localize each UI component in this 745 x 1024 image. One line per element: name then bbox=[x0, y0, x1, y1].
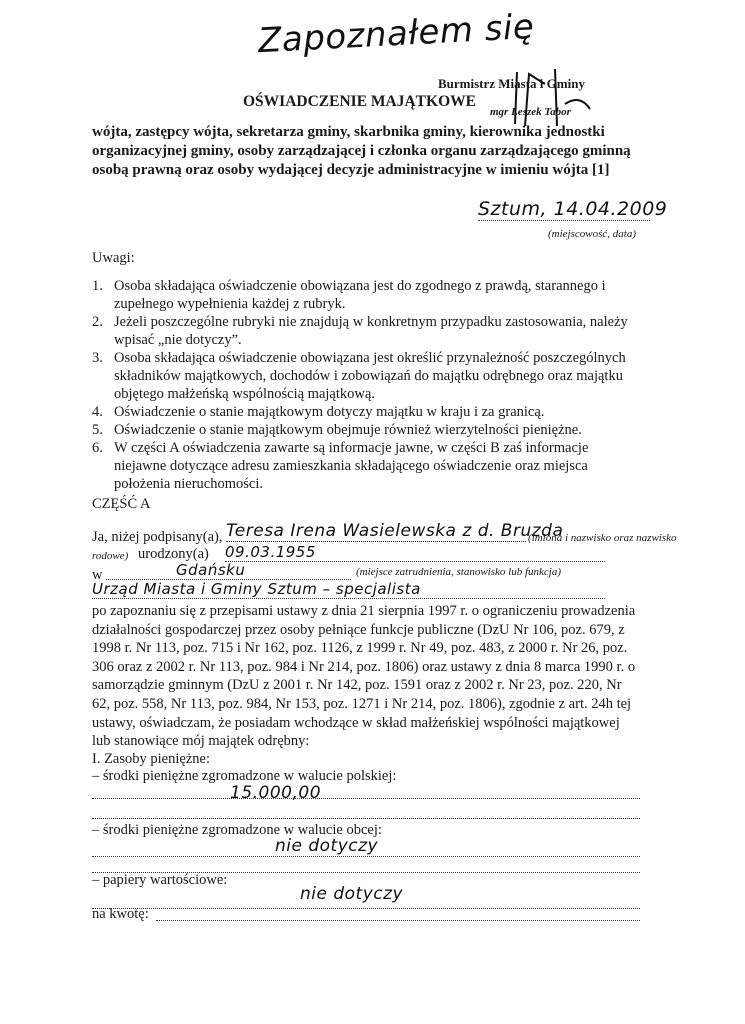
remark-text: W części A oświadczenia zawarte są informacje jawne, w części B zaś informacje bbox=[114, 440, 589, 456]
declarant-name-field: Teresa Irena Wasielewska z d. Bruzda bbox=[226, 521, 564, 541]
declarant-name-hint: (imiona i nazwisko oraz nazwisko bbox=[528, 532, 677, 544]
remark-text: wpisać „nie dotyczy”. bbox=[114, 332, 242, 348]
amount-label: na kwotę: bbox=[92, 906, 149, 922]
birth-date-field: 09.03.1955 bbox=[225, 543, 605, 562]
subtitle-line-2: organizacyjnej gminy, osoby zarządzającej i członka organu zarządzającego gminną bbox=[92, 143, 631, 159]
born-label: urodzony(a) bbox=[138, 546, 209, 562]
remark-item bbox=[92, 421, 628, 439]
remark-number: 2. bbox=[92, 314, 103, 330]
legal-text-line: samorządzie gminnym (DzU z 2001 r. Nr 142, poz. 1591 oraz z 2002 r. Nr 23, poz. 220, Nr bbox=[92, 677, 622, 694]
in-label: w bbox=[92, 567, 103, 583]
remark-text: objętego małżeńską wspólnością majątkową. bbox=[114, 386, 375, 402]
legal-text-line: 306 oraz z 2002 r. Nr 113, poz. 984 i Nr 214, poz. 1806) oraz ustawy z dnia 8 marca 1990 r. o bbox=[92, 658, 636, 675]
remark-item bbox=[92, 439, 628, 457]
securities-label: – papiery wartościowe: bbox=[92, 872, 228, 888]
legal-text-line: lub stanowiące mój majątek odrębny: bbox=[92, 733, 310, 750]
remarks-label: Uwagi: bbox=[92, 250, 135, 266]
stamp-line-2: mgr Leszek Tabor bbox=[490, 106, 571, 118]
remark-text: Oświadczenie o stanie majątkowym obejmuje również wierzytelności pieniężne. bbox=[114, 422, 582, 438]
remark-text: Osoba składająca oświadczenie obowiązana jest do zgodnego z prawdą, starannego i bbox=[114, 278, 606, 294]
remark-item bbox=[92, 313, 628, 331]
pln-line-1 bbox=[92, 786, 640, 799]
subtitle-line-3: osobą prawną oraz osoby wydającej decyzje administracyjne w imieniu wójta [1] bbox=[92, 162, 610, 178]
page-title: OŚWIADCZENIE MAJĄTKOWE bbox=[243, 93, 476, 110]
remark-item bbox=[92, 277, 628, 295]
remarks-list bbox=[92, 277, 628, 493]
securities-value: nie dotyczy bbox=[300, 884, 404, 904]
pln-label: – środki pieniężne zgromadzone w walucie polskiej: bbox=[92, 768, 397, 784]
remark-number: 3. bbox=[92, 350, 103, 366]
handwritten-acknowledgement: Zapoznałem się bbox=[257, 6, 536, 62]
remark-text: Jeżeli poszczególne rubryki nie znajdują w konkretnym przypadku zastosowania, należy bbox=[114, 314, 628, 330]
foreign-label: – środki pieniężne zgromadzone w walucie obcej: bbox=[92, 822, 382, 838]
remark-text: Osoba składająca oświadczenie obowiązana jest określić przynależność poszczególnych bbox=[114, 350, 626, 366]
remark-text: niejawne dotyczące adresu zamieszkania składającego oświadczenie oraz miejsca bbox=[114, 458, 588, 474]
legal-text bbox=[92, 602, 635, 751]
amount-line bbox=[156, 906, 640, 921]
remark-text: składników majątkowych, dochodów i zobowiązań do majątku odrębnego oraz majątku bbox=[114, 368, 623, 384]
remark-number: 6. bbox=[92, 440, 103, 456]
remark-text: Oświadczenie o stanie majątkowym dotyczy majątku w kraju i za granicą. bbox=[114, 404, 545, 420]
place-date-value: Sztum, 14.04.2009 bbox=[478, 198, 668, 220]
workplace-field: Urząd Miasta i Gminy Sztum – specjalista bbox=[92, 580, 605, 599]
remark-number: 1. bbox=[92, 278, 103, 294]
legal-text-line: działalności gospodarczej przez osoby pełniące funkcje publiczne (DzU Nr 106, poz. 679, z bbox=[92, 621, 625, 638]
stamp-line-1: Burmistrz Miasta i Gminy bbox=[438, 76, 585, 91]
legal-text-line: po zapoznaniu się z przepisami ustawy z dnia 21 sierpnia 1997 r. o ograniczeniu prowadzenia bbox=[92, 603, 636, 619]
remark-item bbox=[92, 403, 628, 421]
declarant-prefix: Ja, niżej podpisany(a), bbox=[92, 529, 223, 545]
remark-item bbox=[92, 349, 628, 367]
part-a-heading: CZĘŚĆ A bbox=[92, 496, 151, 512]
pln-value: 15.000,00 bbox=[230, 783, 322, 803]
legal-text-line: 62, poz. 558, Nr 113, poz. 984, Nr 153, poz. 1271 i Nr 214, poz. 1806), zgodnie z art. 24h tej bbox=[92, 695, 632, 712]
remark-text: położenia nieruchomości. bbox=[114, 476, 263, 492]
legal-text-line: ustawy, oświadczam, że posiadam wchodzące w skład małżeńskiej wspólności majątkowej bbox=[92, 714, 620, 731]
work-hint: (miejsce zatrudnienia, stanowisko lub funkcja) bbox=[356, 566, 561, 578]
foreign-value: nie dotyczy bbox=[275, 836, 379, 856]
legal-text-line: 1998 r. Nr 113, poz. 715 i Nr 162, poz. 1126, z 1999 r. Nr 49, poz. 483, z 2000 r. Nr 26, poz. bbox=[92, 640, 628, 657]
declarant-name-hint-2: rodowe) bbox=[92, 550, 129, 562]
birth-place-field: Gdańsku bbox=[106, 561, 351, 580]
place-date-label: (miejscowość, data) bbox=[548, 228, 636, 240]
section-1-heading: I. Zasoby pieniężne: bbox=[92, 751, 210, 767]
subtitle-line-1: wójta, zastępcy wójta, sekretarza gminy, skarbnika gminy, kierownika jednostki bbox=[92, 124, 605, 140]
remark-number: 5. bbox=[92, 422, 103, 438]
remark-text: zupełnego wypełnienia każdej z rubryk. bbox=[114, 296, 346, 312]
remark-number: 4. bbox=[92, 404, 103, 420]
pln-line-2 bbox=[92, 808, 640, 819]
